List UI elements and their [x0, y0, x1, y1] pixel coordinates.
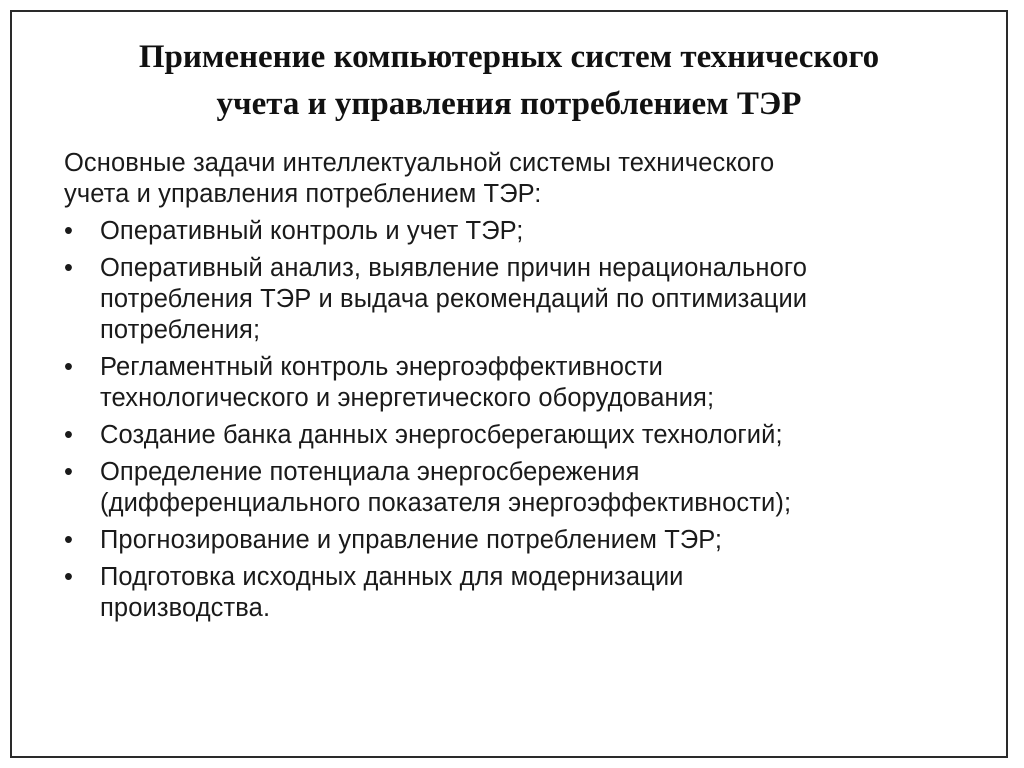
- list-item: [64, 216, 984, 247]
- list-item: [64, 562, 984, 624]
- list-item-line: Прогнозирование и управление потреблением ТЭР;: [100, 526, 723, 554]
- task-list: [64, 216, 984, 624]
- list-item-line: Определение потенциала энергосбережения: [100, 458, 640, 486]
- list-item: [64, 525, 984, 556]
- list-item-line: Создание банка данных энергосберегающих технологий;: [100, 421, 783, 449]
- intro-line-1: Основные задачи интеллектуальной системы технического: [64, 149, 775, 177]
- intro-line-2: учета и управления потреблением ТЭР:: [64, 180, 542, 208]
- list-item-line: технологического и энергетического оборудования;: [100, 384, 715, 412]
- list-item: [64, 352, 984, 414]
- list-item: [64, 457, 984, 519]
- list-item-line: Подготовка исходных данных для модернизации: [100, 563, 684, 591]
- bullet-icon: •: [64, 563, 74, 591]
- slide-title: [12, 34, 1006, 128]
- slide-title-line-1: Применение компьютерных систем технического: [138, 39, 880, 75]
- bullet-icon: •: [64, 421, 74, 449]
- list-item-line: потребления ТЭР и выдача рекомендаций по оптимизации: [100, 285, 808, 313]
- list-item-line: Оперативный анализ, выявление причин нерационального: [100, 254, 807, 282]
- intro-paragraph: [64, 148, 984, 210]
- list-item-line: (дифференциального показателя энергоэффективности);: [100, 489, 792, 517]
- list-item: [64, 420, 984, 451]
- slide-body: [64, 148, 984, 630]
- list-item-line: Регламентный контроль энергоэффективности: [100, 353, 664, 381]
- bullet-icon: •: [64, 254, 74, 282]
- slide-title-line-2: учета и управления потреблением ТЭР: [216, 86, 802, 122]
- list-item: [64, 253, 984, 346]
- list-item-line: потребления;: [100, 316, 261, 344]
- list-item-line: Оперативный контроль и учет ТЭР;: [100, 217, 524, 245]
- bullet-icon: •: [64, 217, 74, 245]
- bullet-icon: •: [64, 526, 74, 554]
- slide-frame: [10, 10, 1008, 758]
- list-item-line: производства.: [100, 594, 271, 622]
- bullet-icon: •: [64, 353, 74, 381]
- bullet-icon: •: [64, 458, 74, 486]
